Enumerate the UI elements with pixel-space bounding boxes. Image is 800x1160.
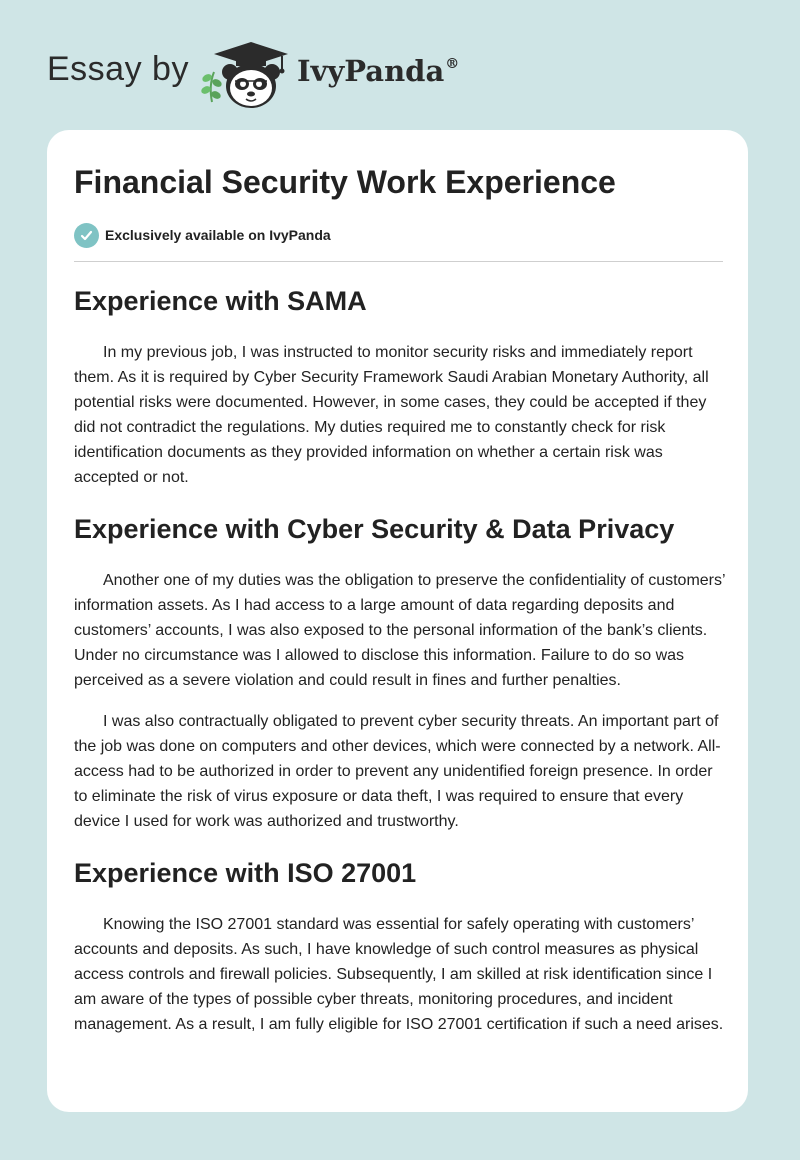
paragraph: Another one of my duties was the obligation to preserve the confidentiality of customers’ information assets. As I had access to a large amount of data regarding deposits and customers’ accounts, I was also exposed to the personal information of the bank’s clients. Under no circumstance was I allowed to disclose this information. Failure to do so was perceived as a severe violation and could result in fines and further penalties. <box>74 572 725 689</box>
site-header <box>0 0 800 120</box>
paragraph: Knowing the ISO 27001 standard was essential for safely operating with customers’ accounts and deposits. As such, I have knowledge of such control measures as physical access controls and firewall policies. Subsequently, I am skilled at risk identification since I am aware of the types of possible cyber threats, monitoring procedures, and incident management. As a result, I am fully eligible for ISO 27001 certification if such a need arises. <box>74 916 724 1033</box>
section-heading-cyber-security: Experience with Cyber Security & Data Privacy <box>74 514 675 544</box>
paragraph: In my previous job, I was instructed to monitor security risks and immediately report them. As it is required by Cyber Security Framework Saudi Arabian Monetary Authority, all potential risks were documented. However, in some cases, they could be accepted if they did not contradict the regulations. My duties required me to constantly check for risk identification documents as they provided information on whether a certain risk was accepted or not. <box>74 344 709 486</box>
section-heading-sama: Experience with SAMA <box>74 286 367 316</box>
article-body <box>74 280 726 1037</box>
page-title: Financial Security Work Experience <box>74 164 616 200</box>
exclusive-label: Exclusively available on IvyPanda <box>105 227 331 243</box>
brand-text: IvyPanda <box>297 54 445 88</box>
exclusive-badge <box>74 222 331 248</box>
panda-head <box>222 64 280 108</box>
panda-logo-icon[interactable] <box>198 36 294 112</box>
check-circle-icon <box>74 223 99 248</box>
paragraph: I was also contractually obligated to prevent cyber security threats. An important part of the job was done on computers and other devices, which were connected by a network. All-access had to be authorized in order to prevent any unidentified foreign presence. In order to eliminate the risk of virus exposure or data theft, I was required to ensure that every device I used for work was authorized and trustworthy. <box>74 713 721 830</box>
section-heading-iso-27001: Experience with ISO 27001 <box>74 858 417 888</box>
leaf-icon <box>200 72 223 102</box>
registered-mark: ® <box>445 56 460 72</box>
article-card <box>47 130 748 1112</box>
essay-by-label: Essay by <box>47 50 189 88</box>
divider <box>74 261 723 262</box>
brand-name[interactable] <box>297 54 459 88</box>
